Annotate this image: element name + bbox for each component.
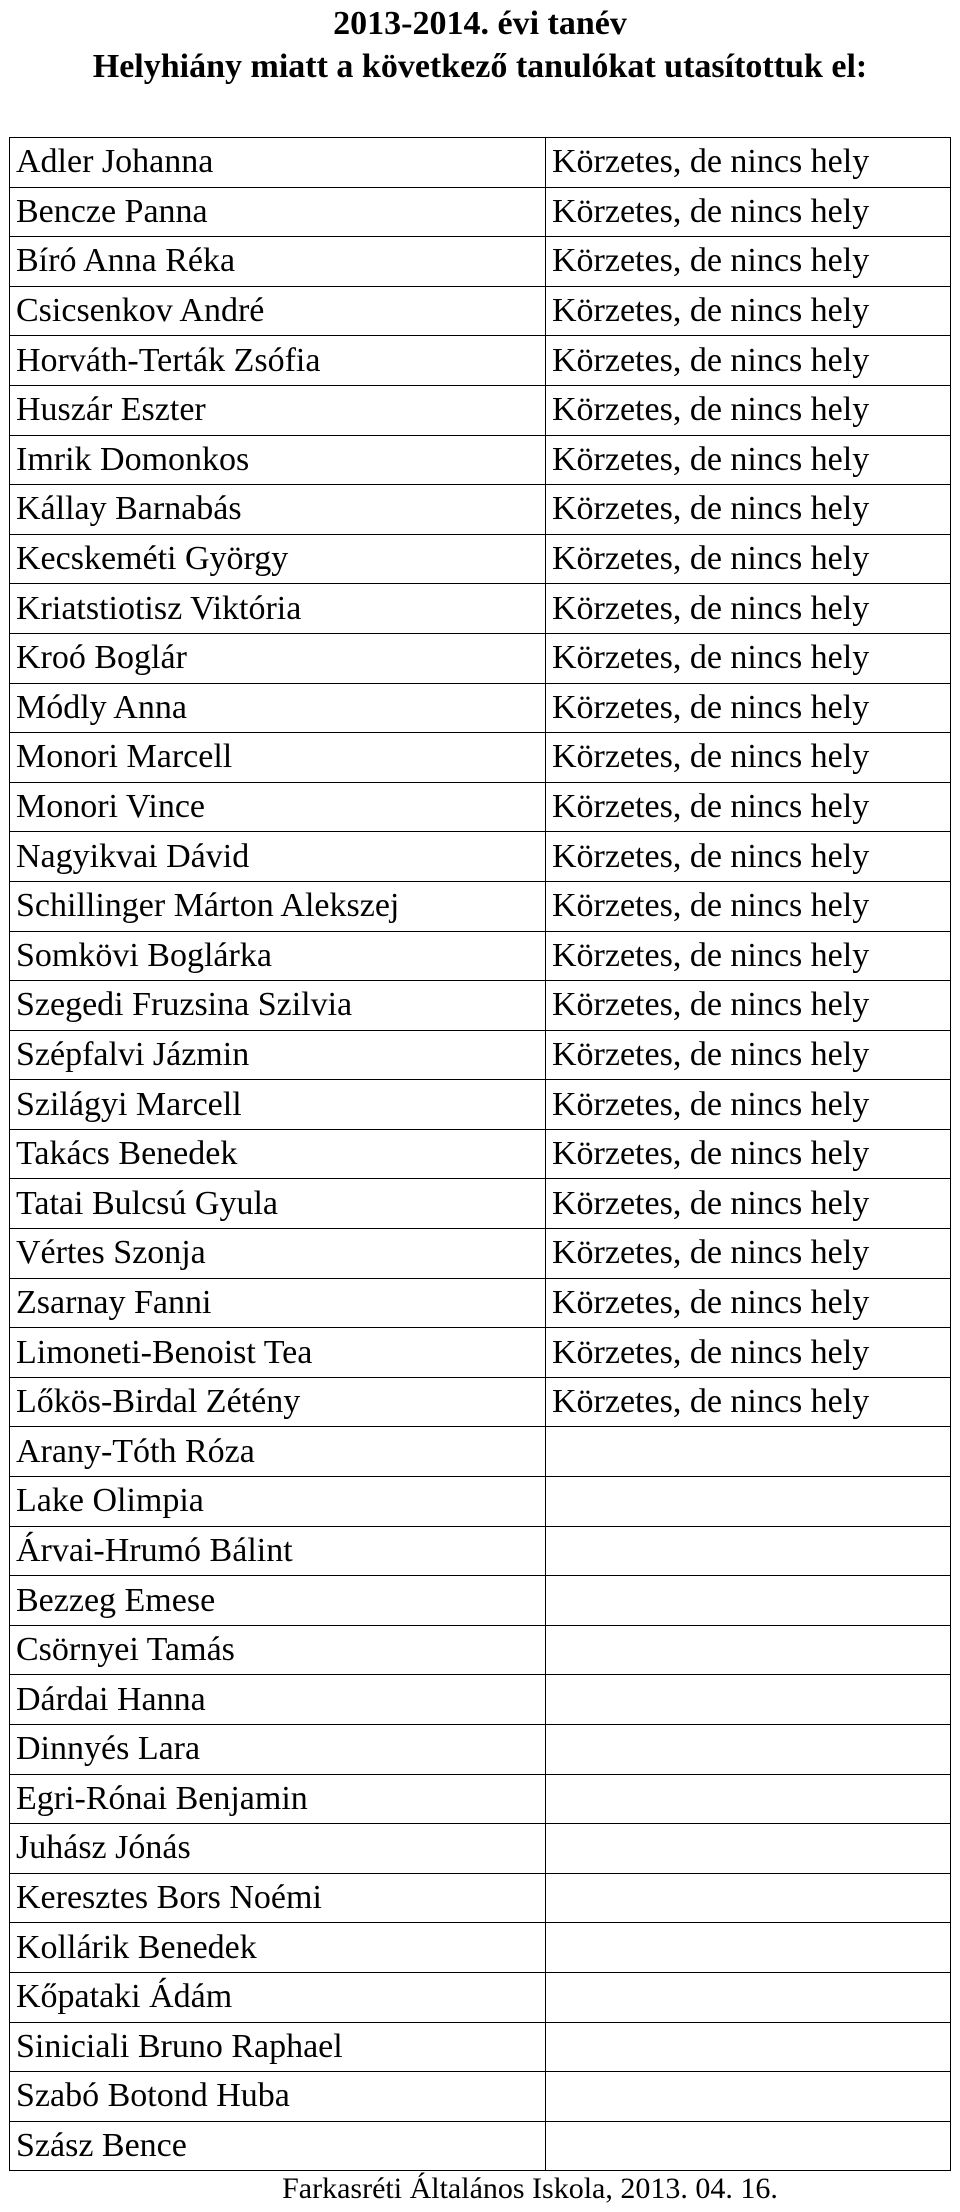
student-name-cell: Árvai-Hrumó Bálint	[10, 1526, 546, 1576]
student-name-cell: Juhász Jónás	[10, 1824, 546, 1874]
table-row	[10, 336, 951, 386]
reason-cell: Körzetes, de nincs hely	[546, 1377, 951, 1427]
reason-cell: Körzetes, de nincs hely	[546, 1328, 951, 1378]
reason-cell: Körzetes, de nincs hely	[546, 832, 951, 882]
reason-cell: Körzetes, de nincs hely	[546, 584, 951, 634]
table-row	[10, 1477, 951, 1527]
reason-cell: Körzetes, de nincs hely	[546, 286, 951, 336]
reason-cell: Körzetes, de nincs hely	[546, 683, 951, 733]
student-name-cell: Szilágyi Marcell	[10, 1080, 546, 1130]
student-name-cell: Dinnyés Lara	[10, 1725, 546, 1775]
reason-cell: Körzetes, de nincs hely	[546, 931, 951, 981]
reason-cell: Körzetes, de nincs hely	[546, 1179, 951, 1229]
table-row	[10, 1774, 951, 1824]
student-name-cell: Kecskeméti György	[10, 534, 546, 584]
student-name-cell: Módly Anna	[10, 683, 546, 733]
reason-cell	[546, 1725, 951, 1775]
reason-cell: Körzetes, de nincs hely	[546, 1278, 951, 1328]
reason-cell: Körzetes, de nincs hely	[546, 733, 951, 783]
table-row	[10, 1675, 951, 1725]
reason-cell: Körzetes, de nincs hely	[546, 336, 951, 386]
reason-cell: Körzetes, de nincs hely	[546, 981, 951, 1031]
student-name-cell: Monori Marcell	[10, 733, 546, 783]
reason-cell	[546, 2121, 951, 2171]
student-name-cell: Lake Olimpia	[10, 1477, 546, 1527]
student-name-cell: Dárdai Hanna	[10, 1675, 546, 1725]
table-row	[10, 683, 951, 733]
student-name-cell: Kriatstiotisz Viktória	[10, 584, 546, 634]
table-row	[10, 1923, 951, 1973]
student-name-cell: Takács Benedek	[10, 1129, 546, 1179]
reason-cell	[546, 1477, 951, 1527]
table-row	[10, 633, 951, 683]
reason-cell: Körzetes, de nincs hely	[546, 138, 951, 188]
student-name-cell: Nagyikvai Dávid	[10, 832, 546, 882]
student-name-cell: Limoneti-Benoist Tea	[10, 1328, 546, 1378]
table-row	[10, 138, 951, 188]
reason-cell: Körzetes, de nincs hely	[546, 485, 951, 535]
student-name-cell: Arany-Tóth Róza	[10, 1427, 546, 1477]
rejected-students-table	[9, 137, 951, 2171]
student-name-cell: Csörnyei Tamás	[10, 1625, 546, 1675]
student-name-cell: Lőkös-Birdal Zétény	[10, 1377, 546, 1427]
reason-cell: Körzetes, de nincs hely	[546, 633, 951, 683]
reason-cell	[546, 1824, 951, 1874]
student-name-cell: Szabó Botond Huba	[10, 2072, 546, 2122]
table-row	[10, 1625, 951, 1675]
table-row	[10, 584, 951, 634]
reason-cell	[546, 2072, 951, 2122]
student-name-cell: Szépfalvi Jázmin	[10, 1030, 546, 1080]
reason-cell	[546, 1526, 951, 1576]
reason-cell: Körzetes, de nincs hely	[546, 1030, 951, 1080]
student-name-cell: Kroó Boglár	[10, 633, 546, 683]
reason-cell	[546, 1972, 951, 2022]
table-row	[10, 534, 951, 584]
student-name-cell: Siniciali Bruno Raphael	[10, 2022, 546, 2072]
reason-cell	[546, 1427, 951, 1477]
student-name-cell: Szász Bence	[10, 2121, 546, 2171]
table-row	[10, 782, 951, 832]
table-row	[10, 881, 951, 931]
table-row	[10, 832, 951, 882]
student-name-cell: Somkövi Boglárka	[10, 931, 546, 981]
table-row	[10, 2121, 951, 2171]
table-row	[10, 1278, 951, 1328]
reason-cell: Körzetes, de nincs hely	[546, 1129, 951, 1179]
student-name-cell: Monori Vince	[10, 782, 546, 832]
table-body	[10, 138, 951, 2171]
table-row	[10, 1526, 951, 1576]
student-name-cell: Schillinger Márton Alekszej	[10, 881, 546, 931]
table-row	[10, 1576, 951, 1626]
table-row	[10, 2022, 951, 2072]
reason-cell: Körzetes, de nincs hely	[546, 881, 951, 931]
table-row	[10, 1129, 951, 1179]
reason-cell: Körzetes, de nincs hely	[546, 187, 951, 237]
table-row	[10, 1229, 951, 1279]
table-row	[10, 1179, 951, 1229]
student-name-cell: Horváth-Terták Zsófia	[10, 336, 546, 386]
reason-cell: Körzetes, de nincs hely	[546, 237, 951, 287]
student-name-cell: Keresztes Bors Noémi	[10, 1873, 546, 1923]
student-name-cell: Szegedi Fruzsina Szilvia	[10, 981, 546, 1031]
reason-cell	[546, 1923, 951, 1973]
table-row	[10, 187, 951, 237]
table-row	[10, 1328, 951, 1378]
student-name-cell: Zsarnay Fanni	[10, 1278, 546, 1328]
footer-school-date: Farkasréti Általános Iskola, 2013. 04. 16.	[282, 2172, 778, 2205]
reason-cell	[546, 2022, 951, 2072]
table-row	[10, 1972, 951, 2022]
student-name-cell: Csicsenkov André	[10, 286, 546, 336]
student-name-cell: Huszár Eszter	[10, 385, 546, 435]
table-row	[10, 733, 951, 783]
student-name-cell: Imrik Domonkos	[10, 435, 546, 485]
table-row	[10, 1030, 951, 1080]
student-name-cell: Adler Johanna	[10, 138, 546, 188]
reason-cell: Körzetes, de nincs hely	[546, 1080, 951, 1130]
table-row	[10, 435, 951, 485]
table-row	[10, 1824, 951, 1874]
table-row	[10, 1873, 951, 1923]
table-row	[10, 2072, 951, 2122]
reason-cell	[546, 1576, 951, 1626]
student-name-cell: Kőpataki Ádám	[10, 1972, 546, 2022]
table-row	[10, 286, 951, 336]
student-name-cell: Vértes Szonja	[10, 1229, 546, 1279]
reason-cell	[546, 1675, 951, 1725]
table-row	[10, 981, 951, 1031]
table-row	[10, 1377, 951, 1427]
student-name-cell: Kollárik Benedek	[10, 1923, 546, 1973]
reason-cell	[546, 1625, 951, 1675]
table-row	[10, 385, 951, 435]
student-name-cell: Tatai Bulcsú Gyula	[10, 1179, 546, 1229]
reason-cell: Körzetes, de nincs hely	[546, 1229, 951, 1279]
table-row	[10, 485, 951, 535]
reason-cell: Körzetes, de nincs hely	[546, 385, 951, 435]
table-row	[10, 1725, 951, 1775]
table-row	[10, 1427, 951, 1477]
rejection-subtitle: Helyhiány miatt a következő tanulókat utasítottuk el:	[92, 48, 868, 85]
student-name-cell: Egri-Rónai Benjamin	[10, 1774, 546, 1824]
table-row	[10, 1080, 951, 1130]
student-name-cell: Bezzeg Emese	[10, 1576, 546, 1626]
school-year-title: 2013-2014. évi tanév	[333, 5, 627, 42]
table-row	[10, 237, 951, 287]
reason-cell: Körzetes, de nincs hely	[546, 782, 951, 832]
reason-cell	[546, 1774, 951, 1824]
student-name-cell: Bíró Anna Réka	[10, 237, 546, 287]
student-name-cell: Bencze Panna	[10, 187, 546, 237]
reason-cell	[546, 1873, 951, 1923]
student-name-cell: Kállay Barnabás	[10, 485, 546, 535]
table-row	[10, 931, 951, 981]
reason-cell: Körzetes, de nincs hely	[546, 435, 951, 485]
reason-cell: Körzetes, de nincs hely	[546, 534, 951, 584]
